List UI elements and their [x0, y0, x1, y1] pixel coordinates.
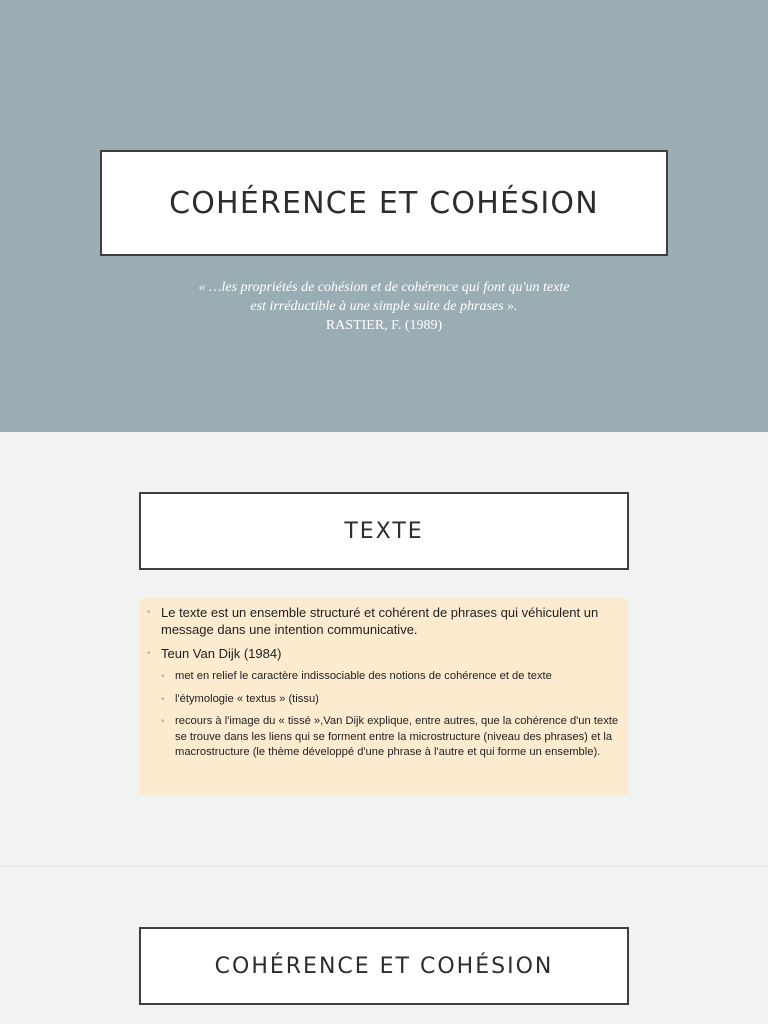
bullet-list: [144, 604, 620, 761]
bullet-text: Le texte est un ensemble structuré et cohérent de phrases qui véhiculent un message dans une intention communicative.: [161, 605, 599, 637]
subbullet-text: met en relief le caractère indissociable des notions de cohérence et de texte: [175, 670, 552, 682]
subbullet-item: [144, 669, 620, 685]
bullet-icon: •: [161, 693, 165, 705]
quote-line: est irréductible à une simple suite de phrases ».: [250, 299, 518, 314]
slide-title-text: TEXTE: [344, 518, 424, 544]
subbullet-text: recours à l'image du « tissé »,Van Dijk explique, entre autres, que la cohérence d'un texte se trouve dans les liens qui se forment entre la microstructure (niveau des phrases) et la macrostructure (le thème développé d'une phrase à l'autre et qui forme un ensemble).: [175, 715, 619, 758]
slide-title-text: COHÉRENCE ET COHÉSION: [214, 953, 554, 979]
subbullet-text: l'étymologie « textus » (tissu): [175, 692, 319, 705]
title-box: [139, 492, 629, 570]
bullet-icon: •: [161, 671, 165, 682]
slide-texte: [0, 432, 768, 867]
subbullet-item: [144, 692, 620, 708]
slide-coherence: [0, 867, 768, 1024]
content-box: [140, 598, 628, 795]
slide-title: [0, 0, 768, 432]
bullet-item: [144, 604, 620, 638]
quote-line: « …les propriétés de cohésion et de cohérence qui font qu'un texte: [198, 280, 570, 295]
title-box: [100, 150, 668, 256]
subbullet-item: [144, 714, 620, 761]
bullet-icon: •: [147, 648, 151, 659]
bullet-icon: •: [147, 607, 151, 618]
bullet-icon: •: [161, 716, 165, 727]
bullet-item: [144, 645, 620, 662]
bullet-text: Teun Van Dijk (1984): [161, 646, 282, 661]
title-box: [139, 927, 629, 1005]
quote-author: RASTIER, F. (1989): [325, 318, 443, 333]
quote-block: [100, 278, 668, 335]
slide-title-text: COHÉRENCE ET COHÉSION: [169, 185, 599, 221]
